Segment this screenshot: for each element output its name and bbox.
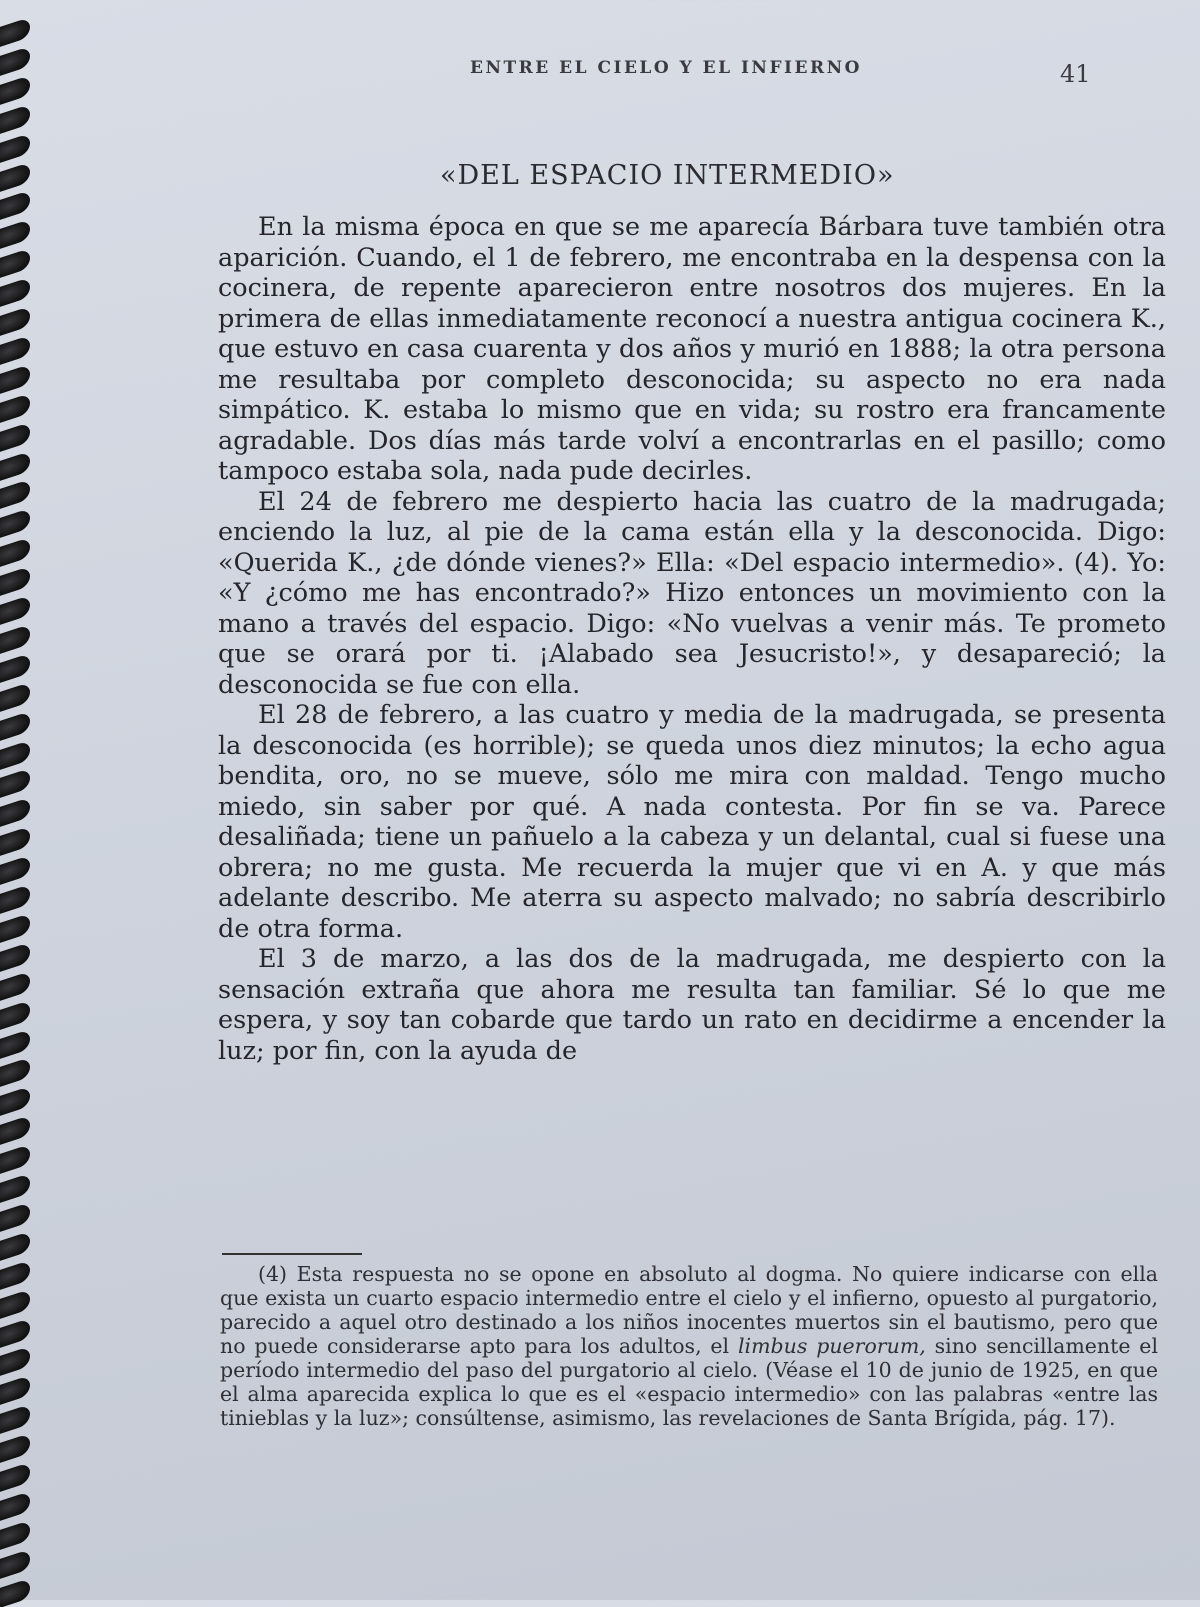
footnote-separator — [222, 1253, 362, 1255]
spiral-coil — [0, 797, 30, 827]
spiral-coil — [0, 17, 30, 47]
spiral-coil — [0, 422, 30, 452]
spiral-coil — [0, 566, 30, 596]
chapter-title: «DEL ESPACIO INTERMEDIO» — [440, 160, 895, 191]
paragraph: El 28 de febrero, a las cuatro y media de la madrugada, se presenta la desconocida (es horrible); se queda unos diez minutos; la echo agua bendita, oro, no se mueve, sólo me mira con maldad. Tengo mucho miedo, sin saber por qué. A nada contesta. Por fin se va. Parece desaliñada; tiene un pañuelo a la cabeza y un delantal, cual si fuese una obrera; no me gusta. Me recuerda la mujer que vi en A. y que más adelante describo. Me aterra su aspecto malvado; no sabría describirlo de otra forma. — [218, 700, 1166, 944]
spiral-coil — [0, 1115, 30, 1145]
spiral-coil — [0, 451, 30, 481]
spiral-coil — [0, 508, 30, 538]
spiral-coil — [0, 1260, 30, 1290]
book-page — [60, 0, 1200, 1600]
spiral-coil — [0, 1086, 30, 1116]
footnote-part-2: sino sencillamente el período intermedio del paso del purgatorio al cielo. (Véase el 10 de junio de 1925, en que el alma aparecida explica lo que es el «espacio intermedio» con las palabras «entre las tinieblas y la luz»; consúltense, asimismo, las revelaciones de Santa Brígida, pág. 17). — [220, 1334, 1158, 1430]
spiral-coil — [0, 277, 30, 307]
spiral-coil — [0, 1404, 30, 1434]
running-head: ENTRE EL CIELO Y EL INFIERNO — [470, 58, 862, 78]
spiral-coil — [0, 971, 30, 1001]
spiral-coil — [0, 1520, 30, 1550]
spiral-binding — [0, 0, 40, 1600]
spiral-coil — [0, 1549, 30, 1579]
paragraph: El 24 de febrero me despierto hacia las cuatro de la madrugada; enciendo la luz, al pie de la cama están ella y la desconocida. Digo: «Querida K., ¿de dónde vienes?» Ella: «Del espacio intermedio». (4). Yo: «Y ¿cómo me has encontrado?» Hizo entonces un movimiento con la mano a través del espacio. Digo: «No vuelvas a venir más. Te prometo que se orará por ti. ¡Alabado sea Jesucristo!», y desapareció; la desconocida se fue con ella. — [218, 486, 1166, 700]
spiral-coil — [0, 711, 30, 741]
spiral-coil — [0, 1144, 30, 1174]
footnote — [220, 1262, 1158, 1430]
spiral-coil — [0, 855, 30, 885]
footnote-text — [220, 1262, 1158, 1430]
spiral-coil — [0, 826, 30, 856]
spiral-coil — [0, 1318, 30, 1348]
spiral-coil — [0, 769, 30, 799]
spiral-coil — [0, 1375, 30, 1405]
spiral-coil — [0, 595, 30, 625]
spiral-coil — [0, 653, 30, 683]
spiral-coil — [0, 1462, 30, 1492]
spiral-coil — [0, 306, 30, 336]
spiral-coil — [0, 1000, 30, 1030]
spiral-coil — [0, 364, 30, 394]
spiral-coil — [0, 219, 30, 249]
spiral-coil — [0, 162, 30, 192]
spiral-coil — [0, 133, 30, 163]
spiral-coil — [0, 1289, 30, 1319]
page-number: 41 — [1060, 60, 1091, 88]
spiral-coil — [0, 248, 30, 278]
spiral-coil — [0, 537, 30, 567]
spiral-coil — [0, 46, 30, 76]
spiral-coil — [0, 1347, 30, 1377]
spiral-coil — [0, 393, 30, 423]
spiral-coil — [0, 1433, 30, 1463]
spiral-coil — [0, 1029, 30, 1059]
spiral-coil — [0, 1578, 30, 1607]
spiral-coil — [0, 1058, 30, 1088]
spiral-coil — [0, 1231, 30, 1261]
spiral-coil — [0, 1202, 30, 1232]
spiral-coil — [0, 624, 30, 654]
spiral-coil — [0, 913, 30, 943]
spiral-coil — [0, 1173, 30, 1203]
spiral-coil — [0, 942, 30, 972]
footnote-italic: limbus puerorum, — [737, 1334, 926, 1358]
footnote-part-1: (4) Esta respuesta no se opone en absoluto al dogma. No quiere indicarse con ella que exista un cuarto espacio intermedio entre el cielo y el infierno, opuesto al purgatorio, parecido a aquel otro destinado a los niños inocentes muertos sin el bautismo, pero que no puede considerarse apto para los adultos, el — [220, 1262, 1158, 1358]
spiral-coil — [0, 1491, 30, 1521]
spiral-coil — [0, 884, 30, 914]
paragraph: En la misma época en que se me aparecía Bárbara tuve también otra aparición. Cuando, el 1 de febrero, me encontraba en la despensa con la cocinera, de repente aparecieron entre nosotros dos mujeres. En la primera de ellas inmediatamente reconocí a nuestra antigua cocinera K., que estuvo en casa cuarenta y dos años y murió en 1888; la otra persona me resultaba por completo desconocida; su aspecto no era nada simpático. K. estaba lo mismo que en vida; su rostro era francamente agradable. Dos días más tarde volví a encontrarlas en el pasillo; como tampoco estaba sola, nada pude decirles. — [218, 212, 1166, 486]
paragraph: El 3 de marzo, a las dos de la madrugada, me despierto con la sensación extraña que ahora me resulta tan familiar. Sé lo que me espera, y soy tan cobarde que tardo un rato en decidirme a encender la luz; por fin, con la ayuda de — [218, 944, 1166, 1066]
spiral-coil — [0, 104, 30, 134]
spiral-coil — [0, 740, 30, 770]
spiral-coil — [0, 191, 30, 221]
spiral-coil — [0, 480, 30, 510]
spiral-coil — [0, 335, 30, 365]
spiral-coil — [0, 682, 30, 712]
spiral-coil — [0, 75, 30, 105]
body-text — [218, 212, 1166, 1066]
